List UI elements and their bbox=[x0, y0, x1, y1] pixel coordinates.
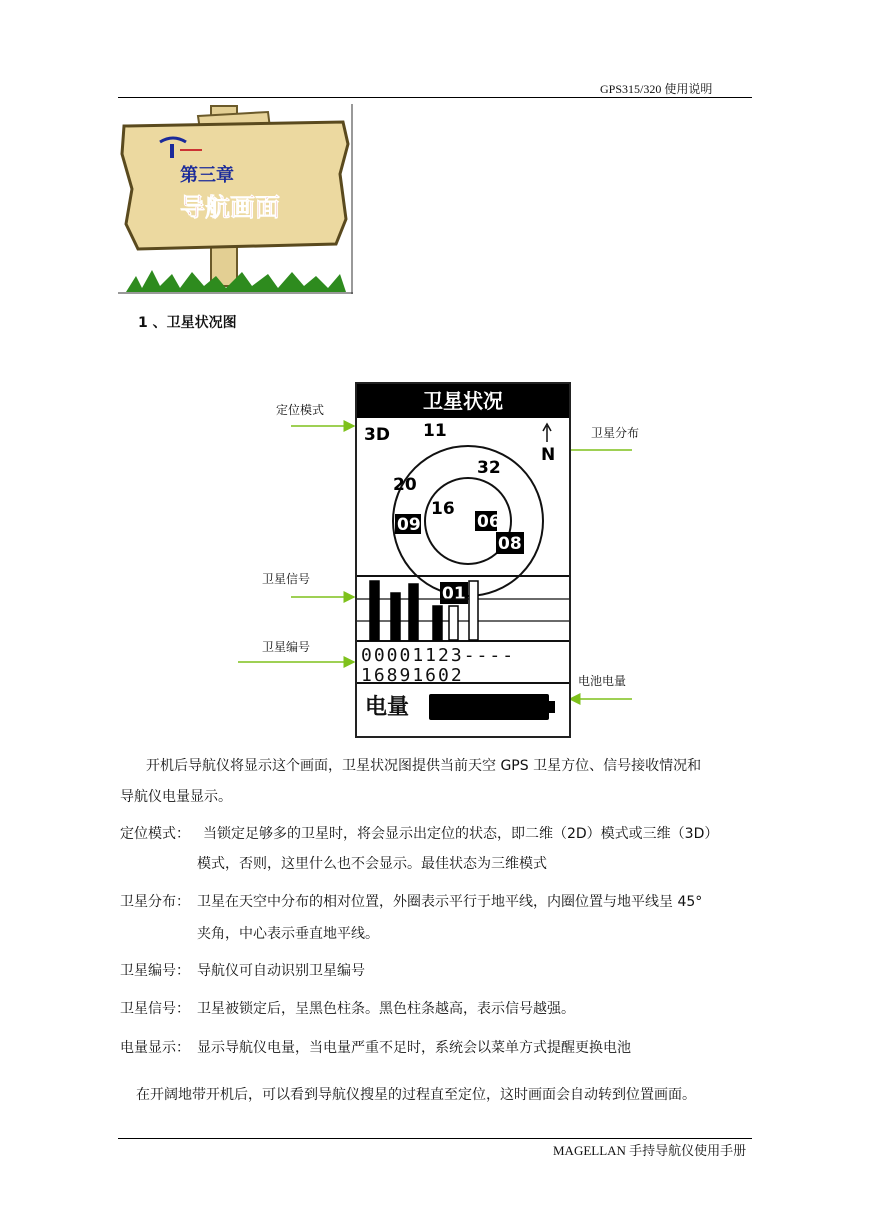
fix-mode-term: 定位模式： bbox=[120, 826, 190, 842]
signal-desc: 卫星被锁定后，呈黑色柱条。黑色柱条越高，表示信号越强。 bbox=[197, 1001, 575, 1017]
callout-sky: 卫星分布 bbox=[591, 426, 640, 440]
callout-battery: 电池电量 bbox=[578, 674, 627, 688]
signal-bar bbox=[409, 584, 418, 640]
footer-rule bbox=[118, 1138, 752, 1139]
outro-text: 在开阔地带开机后，可以看到导航仪搜星的过程直至定位，这时画面会自动转到位置画面。 bbox=[136, 1087, 696, 1103]
satellite-ids-row2: 16891602 bbox=[361, 665, 464, 686]
battery-label: 电量 bbox=[365, 695, 410, 720]
signal-bar bbox=[433, 606, 442, 640]
satellite-plain: 11 bbox=[423, 421, 447, 441]
satellite-plain: 20 bbox=[393, 475, 417, 495]
signal-bar bbox=[449, 606, 458, 640]
page-header: GPS315/320 使用说明 bbox=[600, 82, 713, 96]
intro-line-1: 开机后导航仪将显示这个画面，卫星状况图提供当前天空 GPS 卫星方位、信号接收情况和 bbox=[146, 758, 702, 774]
satellite-plain: 32 bbox=[477, 458, 501, 478]
fix-mode-desc-1: 当锁定足够多的卫星时，将会显示出定位的状态，即二维（2D）模式或三维（3D） bbox=[203, 826, 719, 842]
callout-number: 卫星编号 bbox=[262, 640, 311, 654]
signal-bar bbox=[391, 593, 400, 640]
number-desc: 导航仪可自动识别卫星编号 bbox=[197, 963, 365, 979]
satellite-boxed: 08 bbox=[498, 534, 522, 554]
battery-tip bbox=[549, 701, 555, 713]
satellite-plain: 16 bbox=[431, 499, 455, 519]
sky-plot bbox=[357, 418, 569, 736]
callout-signal: 卫星信号 bbox=[262, 572, 311, 586]
satellite-status-screen bbox=[355, 382, 571, 738]
screen-title: 卫星状况 bbox=[357, 384, 569, 418]
sky-desc-2: 夹角，中心表示垂直地平线。 bbox=[197, 926, 379, 942]
signal-term: 卫星信号： bbox=[120, 1001, 190, 1017]
sky-term: 卫星分布： bbox=[120, 894, 190, 910]
signal-bar bbox=[370, 581, 379, 640]
battery-term: 电量显示： bbox=[120, 1040, 190, 1056]
number-term: 卫星编号： bbox=[120, 963, 190, 979]
callout-fix-mode: 定位模式 bbox=[276, 403, 325, 417]
battery-icon bbox=[429, 694, 549, 720]
sky-desc-1: 卫星在天空中分布的相对位置，外圈表示平行于地平线，内圈位置与地平线呈 45° bbox=[197, 894, 703, 910]
chapter-number: 第三章 bbox=[180, 165, 234, 186]
fix-mode-desc-2: 模式，否则，这里什么也不会显示。最佳状态为三维模式 bbox=[197, 856, 547, 872]
intro-line-2: 导航仪电量显示。 bbox=[120, 789, 232, 805]
satellite-ids-row1: 00001123---- bbox=[361, 645, 516, 666]
section-title: 1 、卫星状况图 bbox=[138, 315, 237, 331]
fix-mode: 3D bbox=[364, 425, 390, 445]
page-footer: MAGELLAN 手持导航仪使用手册 bbox=[553, 1143, 747, 1158]
satellite-boxed: 01 bbox=[442, 584, 466, 604]
signal-bar bbox=[469, 581, 478, 640]
battery-desc: 显示导航仪电量，当电量严重不足时，系统会以菜单方式提醒更换电池 bbox=[197, 1040, 631, 1056]
chapter-title: 导航画面 bbox=[180, 193, 281, 222]
satellite-boxed: 06 bbox=[477, 512, 501, 532]
north-label: N bbox=[541, 445, 556, 465]
satellite-boxed: 09 bbox=[397, 515, 421, 535]
